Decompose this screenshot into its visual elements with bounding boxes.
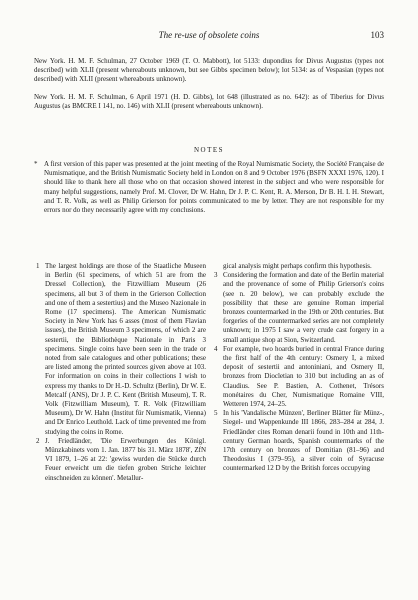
footnote-text: In his 'Vandalische Münzen', Berliner Blätter für Münz-, Siegel- und Wappenkunde III 1866, 283–284 at 284, J. Friedländer cites Roman denarii found in 10th and 11th-century German hoards, Spanish countermarks of the 17th century on bronzes of Domitian (81–96) and Theodosius I (379–95), a silver coin of Syracuse countermarked 12 D by the British forces occupying xyxy=(223,409,384,473)
footnote-number: 1 xyxy=(36,262,40,270)
body-paragraph-2: New York. H. M. F. Schulman, 6 April 1971 (H. D. Gibbs), lot 648 (illustrated as no. 642): as of Tiberius for Divus Augustus (as BMCRE I 141, no. 146) with XLII (present whereabouts unknown). xyxy=(34,93,384,111)
footnote-text: For example, two hoards buried in central France during the first half of the 4th century: Osmery I, a mixed deposit of sestertii and antoniniani, and Osmery II, bronzes from Diocletian to 310 but including an as of Claudius. See P. Bastien, A. Cothenet, Trésors monétaires du Cher, Numismatique Romaine VIII, Wetteren 1974, 24–25. xyxy=(223,344,384,409)
footnote-text: J. Friedländer, 'Die Erwerbungen des Königl. Münzkabinets vom 1. Jan. 1877 bis 31. März 1878', ZfN VI 1879, 1–26 at 22: 'gewiss wurden die Stücke durch Feuer erweicht um die tiefen groben Striche leichter einschneiden zu können'. Metallur- xyxy=(45,436,206,482)
star-note xyxy=(34,160,384,215)
footnote-number: 3 xyxy=(214,271,218,280)
footnote-1 xyxy=(36,262,206,437)
footnotes-right-column xyxy=(214,262,384,474)
running-title: The re-use of obsolete coins xyxy=(158,30,260,40)
footnote-number: 5 xyxy=(214,409,218,418)
footnote-2-continuation xyxy=(214,262,384,271)
footnote-2 xyxy=(36,437,206,483)
notes-heading: NOTES xyxy=(193,146,225,154)
footnote-number: 2 xyxy=(36,436,40,445)
footnote-number: 4 xyxy=(214,344,218,353)
body-paragraph-1: New York. H. M. F. Schulman, 27 October 1969 (T. O. Mabbott), lot 5133: dupondius for Divus Augustus (types not described) with XLII (present whereabouts unknown, but see Gibbs specimen below); lot 5134: as of Vespasian (types not described) with XLII (present whereabouts unknown). xyxy=(34,57,384,84)
running-header xyxy=(34,30,384,44)
footnote-text: The largest holdings are those of the Staatliche Museen in Berlin (61 specimens, of which 51 are from the Dressel Collection), the Fitzwilliam Museum (26 specimens, all but 3 of them in the Grierson Collection and one of them a sestertius) and the Museo Nazionale in Rome (17 specimens). The American Numismatic Society in New York has 6 asses (most of them Flavian issues), the British Museum 3 specimens, of which 2 are sestertii, the Bibliothèque Nationale in Paris 3 specimens. Single coins have been seen in the trade or noted from sale catalogues and other publications; these are listed among the printed sources given above at 103. For information on coins in their collections I wish to express my thanks to Dr H.-D. Schultz (Berlin), Dr W. E. Metcalf (ANS), Dr J. P. C. Kent (British Museum), T. R. Volk (Fitzwilliam Museum), T. R. Volk (Fitzwilliam Museum), Dr W. Hahn (Institut für Numismatik, Vienna) and Dr Enrico Leuthold. Lack of time prevented me from studying the coins in Rome. xyxy=(45,262,206,436)
footnote-text: Considering the formation and date of the Berlin material and the provenance of some of Philip Grierson's coins (see n. 20 below), we can probably exclude the possibility that these are genuine Roman imperial bronzes countermarked in the 19th or 20th centuries. But forgeries of the countermarked series are not completely unknown; in 1975 I saw a very crude cast forgery in a small antique shop at Sion, Switzerland. xyxy=(223,271,384,344)
page-number: 103 xyxy=(370,30,384,40)
footnote-5 xyxy=(214,409,384,473)
footnotes-left-column xyxy=(36,262,206,483)
footnote-4 xyxy=(214,345,384,409)
footnote-3 xyxy=(214,271,384,345)
star-note-text: A first version of this paper was presented at the joint meeting of the Royal Numismatic Society, the Société Française de Numismatique, and the British Numismatic Society held in London on 8 and 9 October 1976 (BSFN XXXI 1976, 120). I should like to thank here all those who on that occasion showed interest in the subject and who were responsible for many helpful suggestions, namely Prof. M. Clover, Dr W. Hahn, Dr J. P. C. Kent, R. A. Merson, Dr B. H. I. H. Stewart, and T. R. Volk, as well as Philip Grierson for points communicated to me by letter. They are not responsible for my errors nor do they necessarily agree with my conclusions. xyxy=(44,160,384,215)
footnote-text: gical analysis might perhaps confirm this hypothesis. xyxy=(223,262,372,270)
star-note-marker: * xyxy=(34,160,38,168)
